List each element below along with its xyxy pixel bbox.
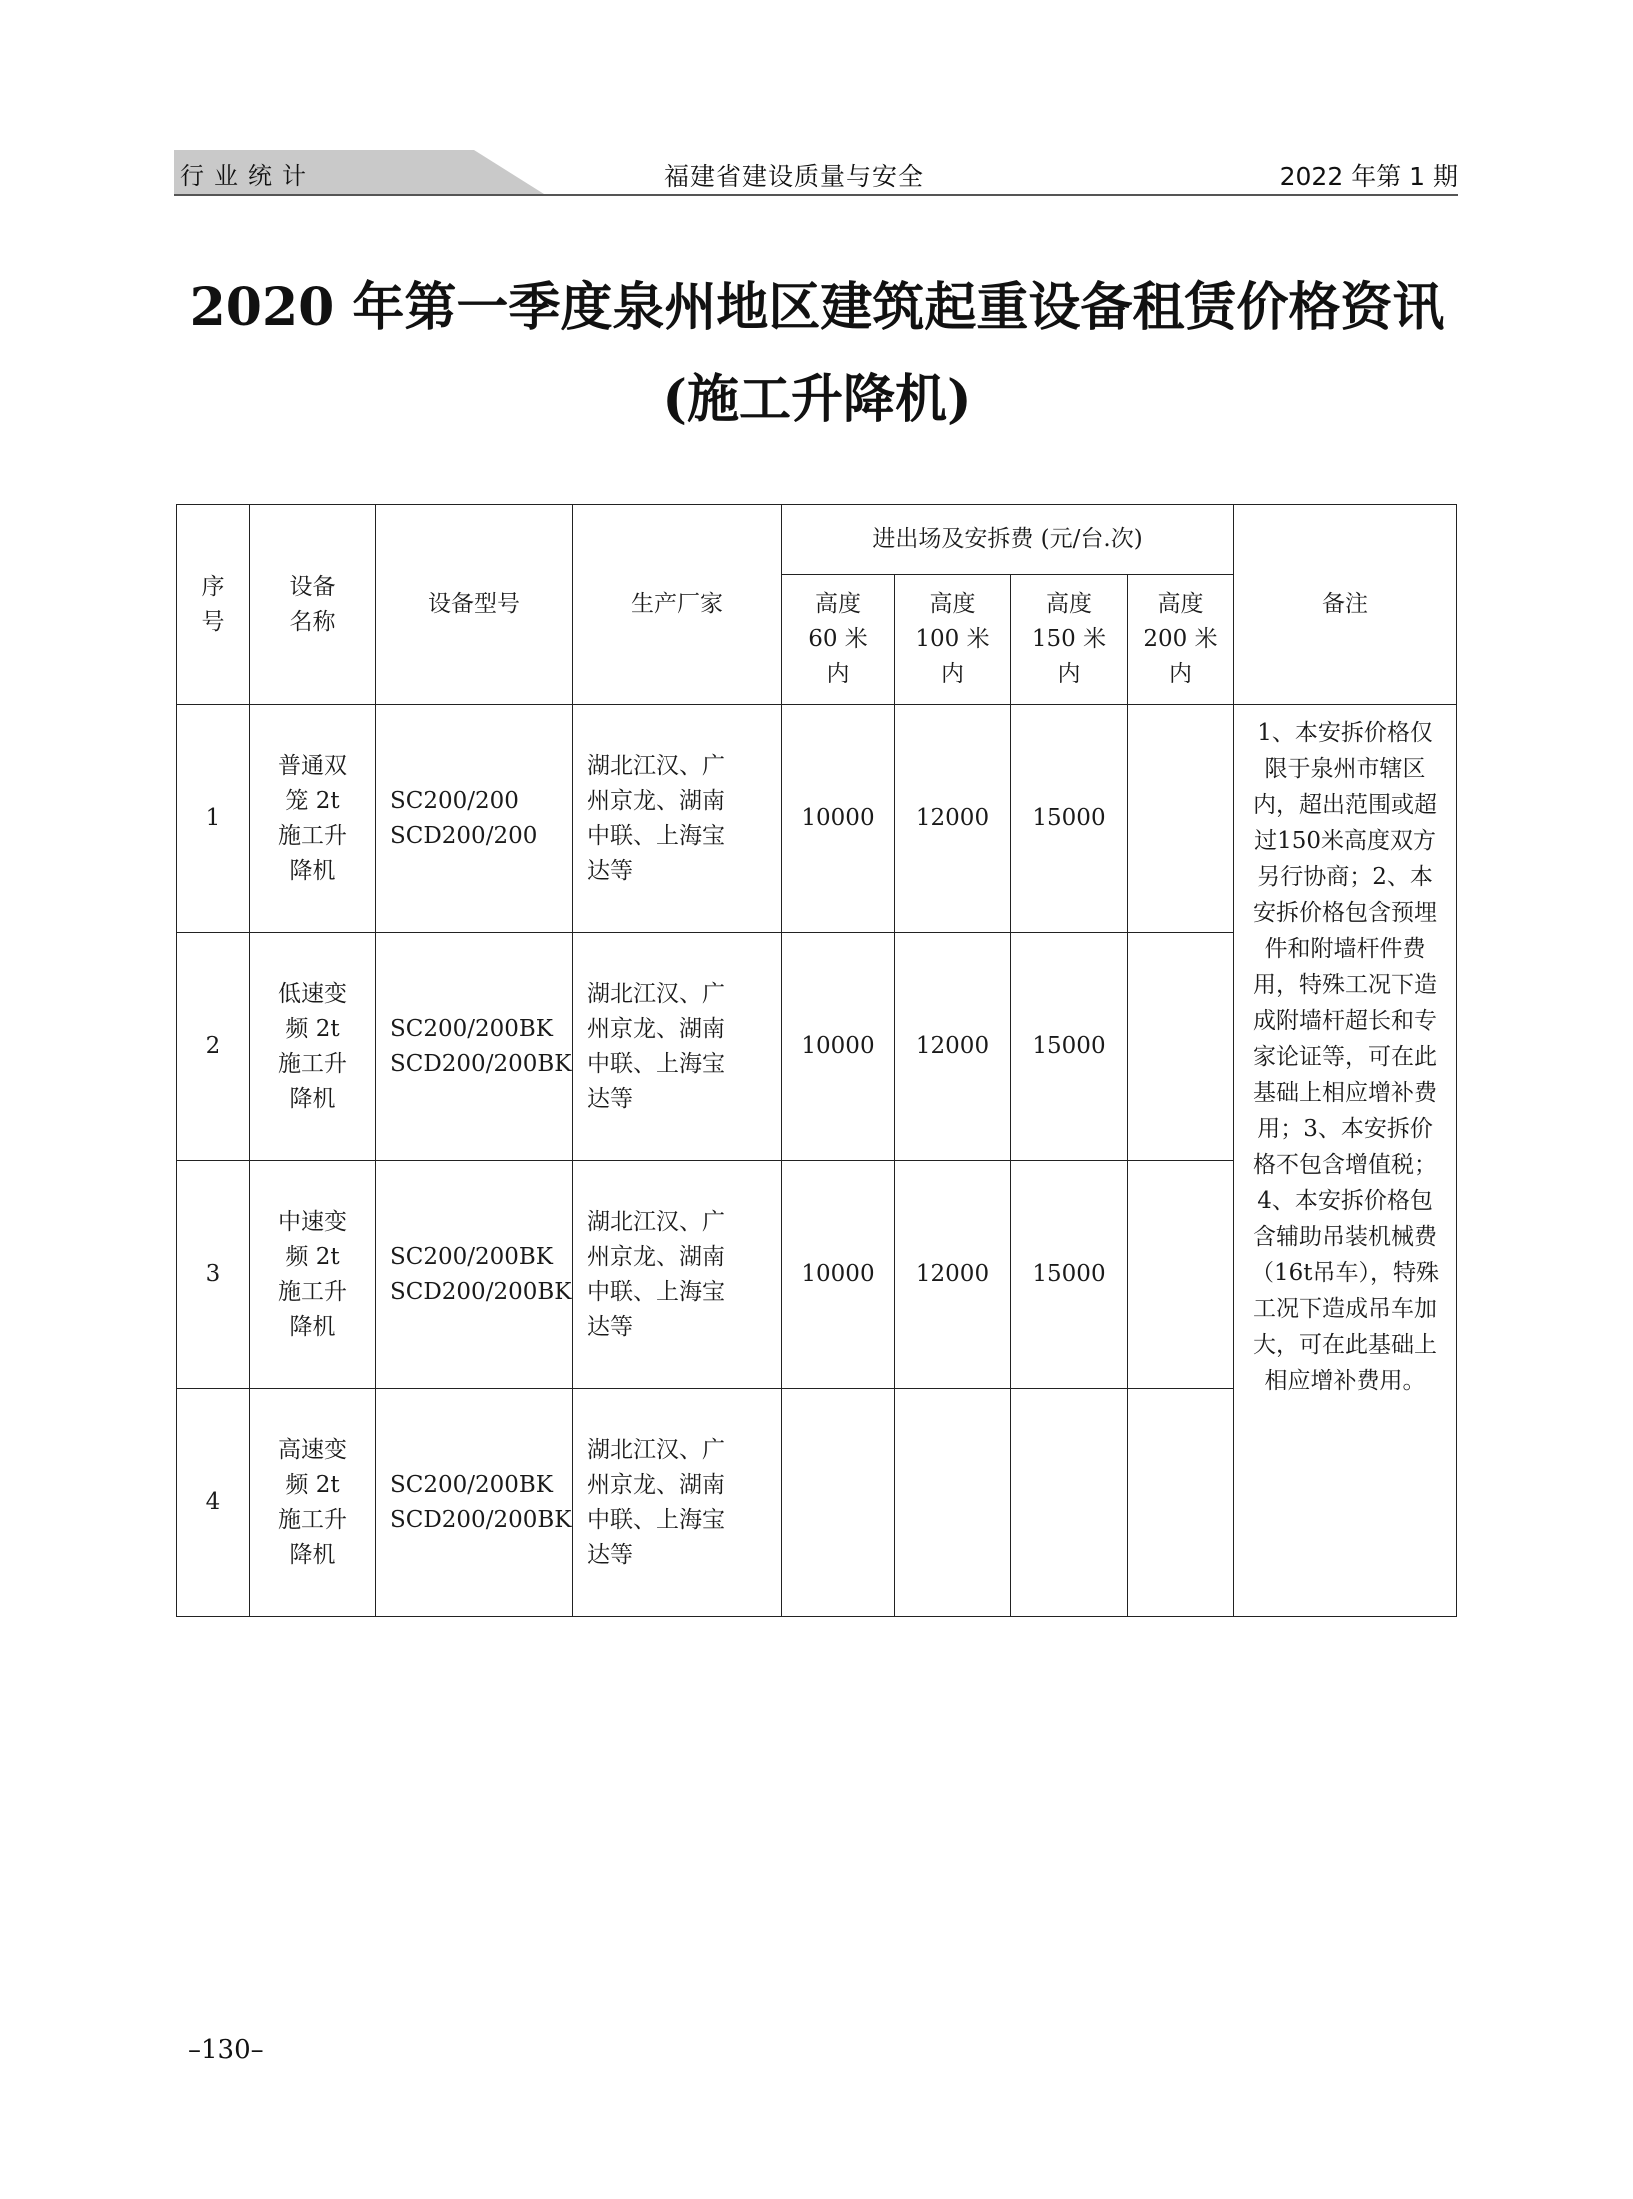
cell-h150: 15000 [1011, 933, 1128, 1161]
cell-name: 普通双 笼 2t 施工升 降机 [250, 705, 376, 933]
cell-model: SC200/200BK SCD200/200BK [376, 933, 573, 1161]
cell-index: 3 [177, 1161, 250, 1389]
cell-h150: 15000 [1011, 705, 1128, 933]
cell-model: SC200/200 SCD200/200 [376, 705, 573, 933]
cell-h200 [1128, 1389, 1234, 1617]
cell-index: 4 [177, 1389, 250, 1617]
price-table [176, 504, 1457, 1617]
title-line-1: 2020 年第一季度泉州地区建筑起重设备租赁价格资讯 [189, 277, 1445, 338]
cell-remarks: 1、本安拆价格仅限于泉州市辖区内，超出范围或超过150米高度双方另行协商；2、本安拆价格包含预埋件和附墙杆件费用，特殊工况下造成附墙杆超长和专家论证等，可在此基础上相应增补费用；3、本安拆价格不包含增值税；4、本安拆价格包含辅助吊装机械费（16t吊车），特殊工况下造成吊车加大，可在此基础上相应增补费用。 [1234, 705, 1457, 1617]
header-remarks: 备注 [1234, 505, 1457, 705]
section-label: 行业统计 [180, 162, 316, 190]
cell-name: 高速变 频 2t 施工升 降机 [250, 1389, 376, 1617]
header-h200: 高度 200 米 内 [1128, 575, 1234, 705]
cell-manufacturer: 湖北江汉、广 州京龙、湖南 中联、上海宝 达等 [573, 1161, 782, 1389]
cell-h100: 12000 [895, 705, 1011, 933]
header-manufacturer: 生产厂家 [573, 505, 782, 705]
cell-index: 1 [177, 705, 250, 933]
cell-model: SC200/200BK SCD200/200BK [376, 1389, 573, 1617]
cell-name: 中速变 频 2t 施工升 降机 [250, 1161, 376, 1389]
cell-index: 2 [177, 933, 250, 1161]
header-model: 设备型号 [376, 505, 573, 705]
cell-manufacturer: 湖北江汉、广 州京龙、湖南 中联、上海宝 达等 [573, 1389, 782, 1617]
header-fee-group: 进出场及安拆费 (元/台.次) [782, 505, 1234, 575]
title-line-2: (施工升降机) [662, 369, 972, 430]
cell-manufacturer: 湖北江汉、广 州京龙、湖南 中联、上海宝 达等 [573, 933, 782, 1161]
cell-h100 [895, 1389, 1011, 1617]
cell-h60: 10000 [782, 933, 895, 1161]
cell-h60 [782, 1389, 895, 1617]
running-header [174, 150, 1458, 196]
table-row [177, 705, 1457, 933]
header-h60: 高度 60 米 内 [782, 575, 895, 705]
page-number: –130– [188, 2035, 264, 2065]
issue-label: 2022 年第 1 期 [1279, 162, 1458, 191]
cell-h100: 12000 [895, 933, 1011, 1161]
article-title [150, 262, 1484, 446]
cell-h200 [1128, 1161, 1234, 1389]
section-tab [174, 150, 544, 194]
cell-model: SC200/200BK SCD200/200BK [376, 1161, 573, 1389]
table-header-row [177, 505, 1457, 575]
cell-h200 [1128, 933, 1234, 1161]
header-h100: 高度 100 米 内 [895, 575, 1011, 705]
header-name: 设备 名称 [250, 505, 376, 705]
cell-h100: 12000 [895, 1161, 1011, 1389]
cell-h200 [1128, 705, 1234, 933]
cell-name: 低速变 频 2t 施工升 降机 [250, 933, 376, 1161]
header-h150: 高度 150 米 内 [1011, 575, 1128, 705]
header-index: 序 号 [177, 505, 250, 705]
cell-h150: 15000 [1011, 1161, 1128, 1389]
cell-h60: 10000 [782, 705, 895, 933]
cell-manufacturer: 湖北江汉、广 州京龙、湖南 中联、上海宝 达等 [573, 705, 782, 933]
journal-name: 福建省建设质量与安全 [664, 162, 925, 191]
cell-h60: 10000 [782, 1161, 895, 1389]
cell-h150 [1011, 1389, 1128, 1617]
